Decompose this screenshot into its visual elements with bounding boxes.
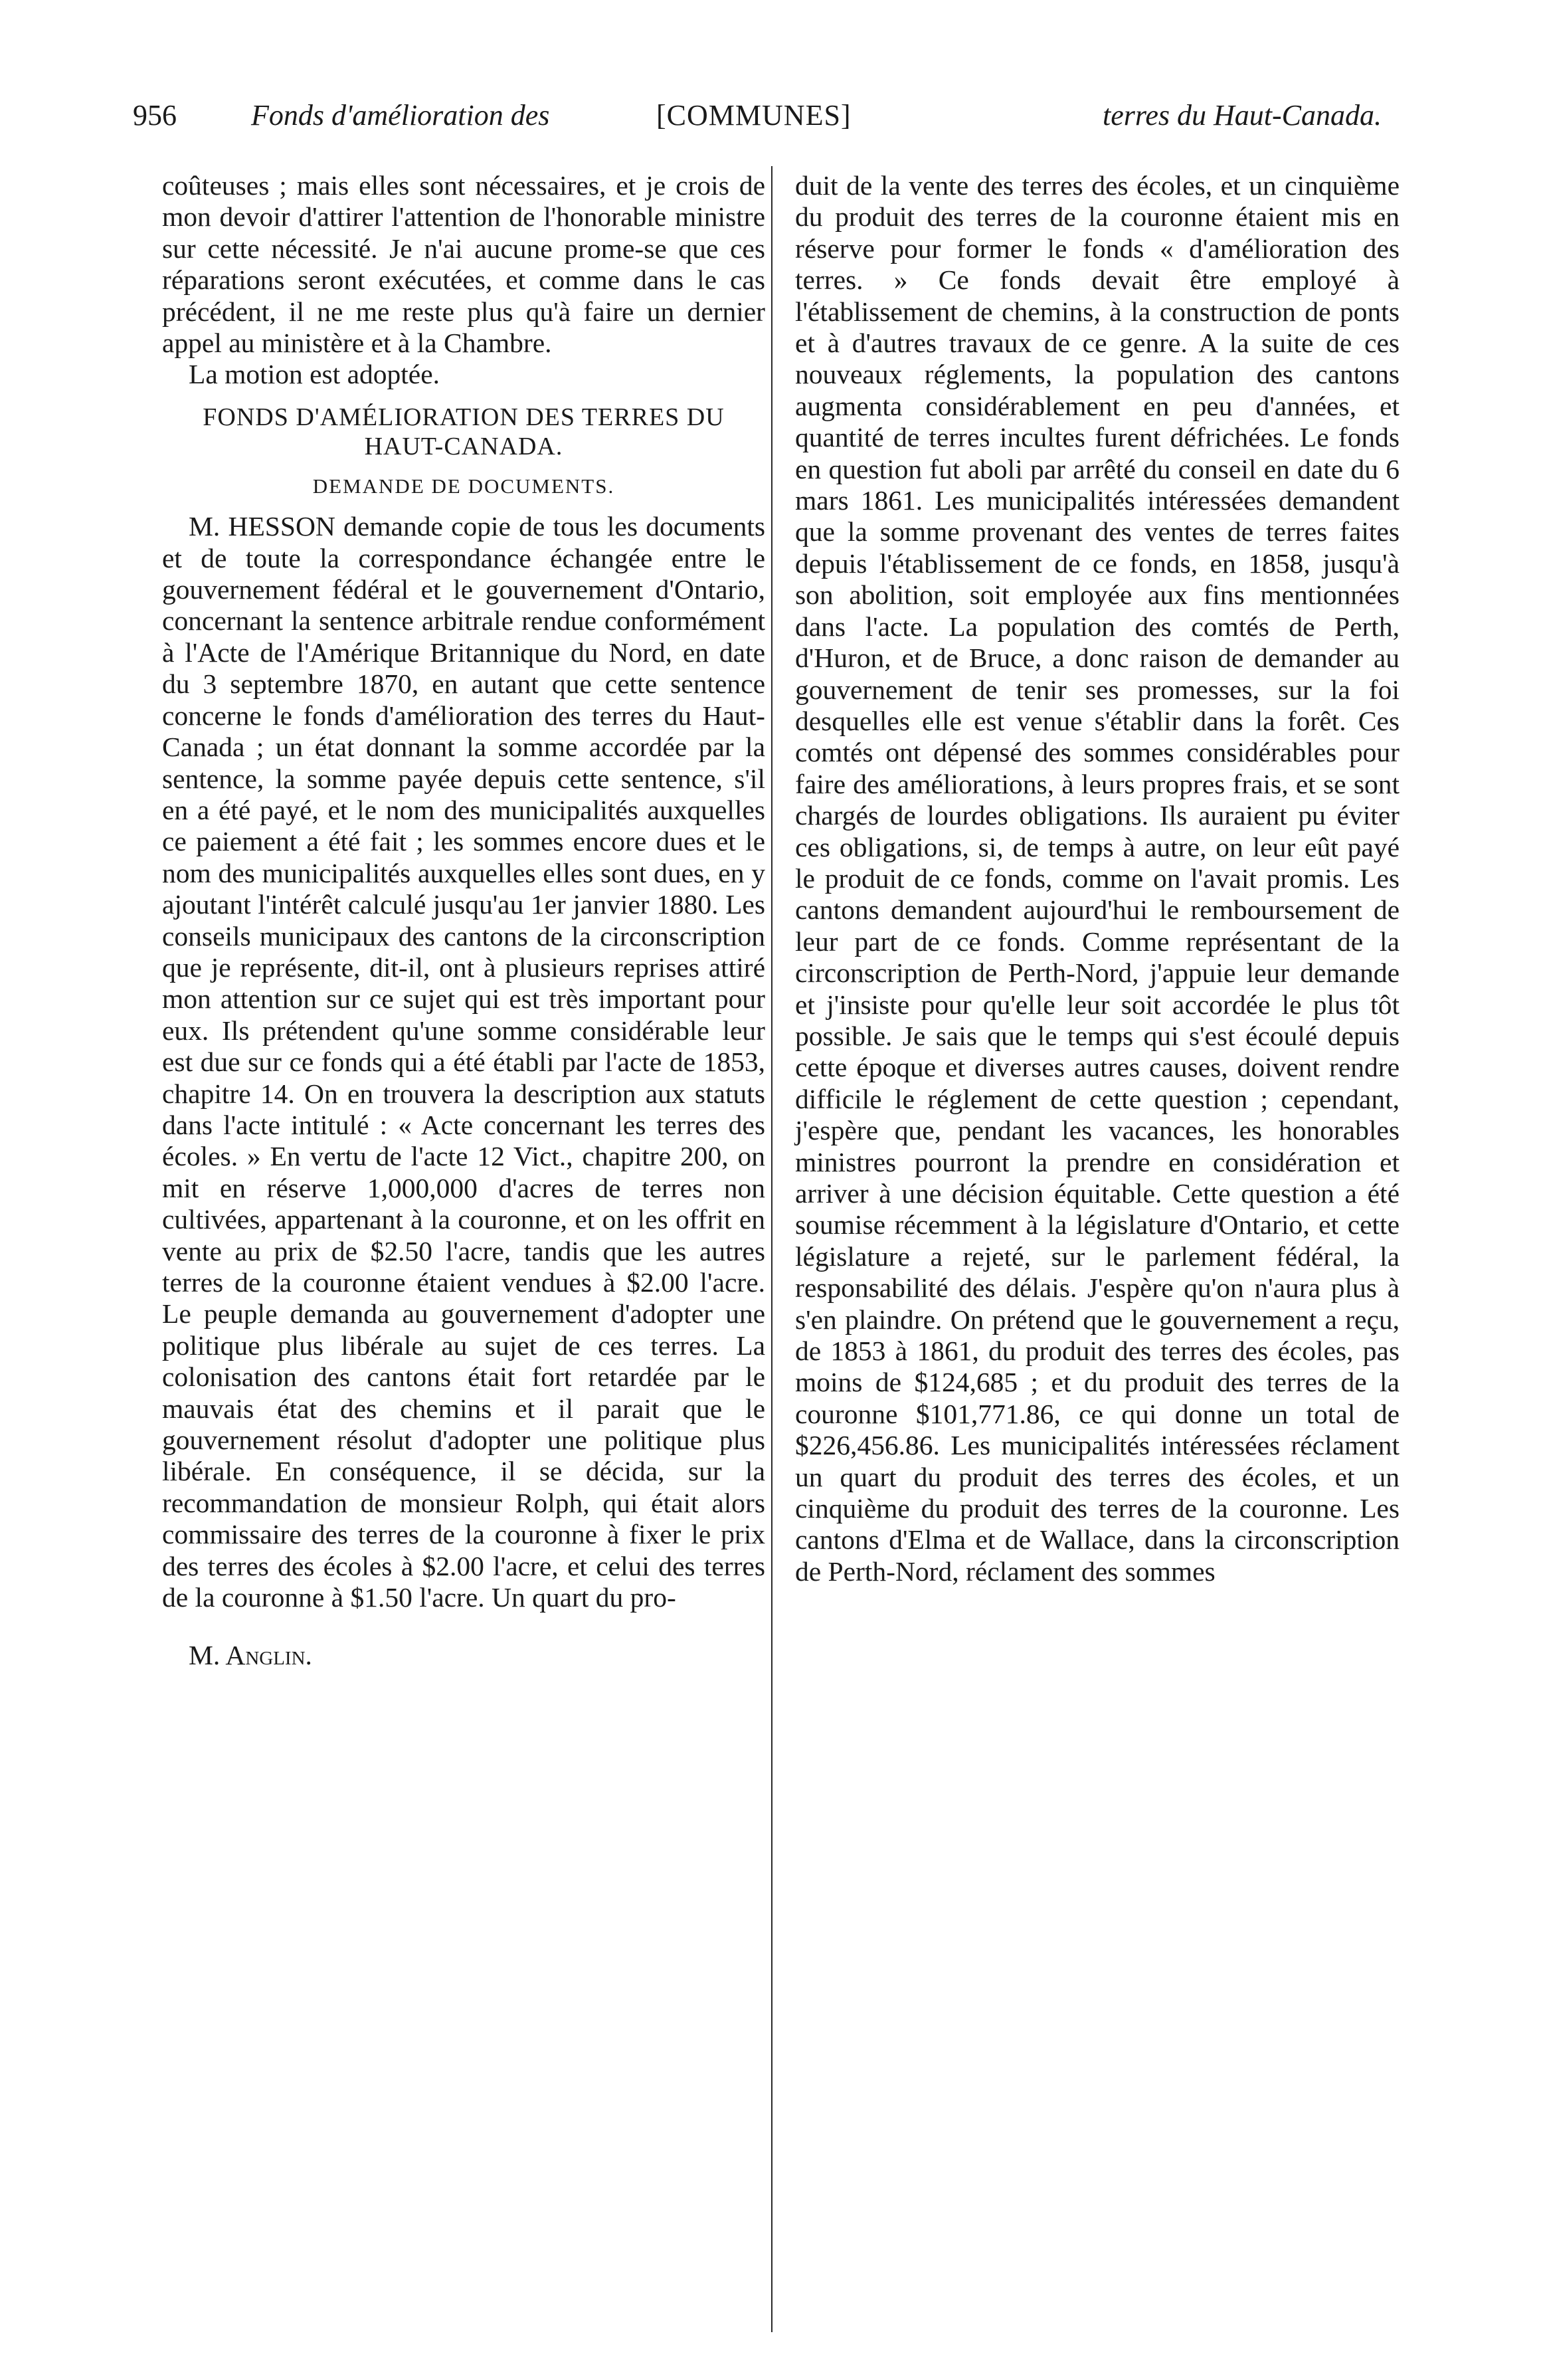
paragraph: La motion est adoptée. xyxy=(189,359,440,390)
section-subheading: DEMANDE DE DOCUMENTS. xyxy=(312,474,615,498)
right-column xyxy=(780,170,1400,1587)
section-label: [COMMUNES] xyxy=(656,99,852,132)
left-column xyxy=(162,170,765,1672)
speech-paragraph xyxy=(162,511,765,1613)
running-title-right: terres du Haut-Canada. xyxy=(1102,99,1382,132)
paragraph: coûteuses ; mais elles sont nécessaires, et je crois de mon devoir d'attirer l'attention de l'honorable ministre sur cette nécessité. Je n'ai aucune prome-se que ces réparations seront exécutées, et comme dans le cas précédent, il ne me reste plus qu'à faire un dernier appel au ministère et à la Chambre. xyxy=(162,170,765,359)
speaker-name: M. HESSON xyxy=(189,511,335,542)
section-heading: FONDS D'AMÉLIORATION DES TERRES DU HAUT-CANADA. xyxy=(203,403,725,460)
speaker-name: M. Anglin. xyxy=(189,1640,312,1671)
speech-text: demande copie de tous les documents et de toute la correspondance échangée entre le gouvernement fédéral et le gouvernement d'Ontario, concernant la sentence arbitrale rendue conformément à l'Acte de l'Amérique Britannique du Nord, en date du 3 septembre 1870, en autant que cette sentence concerne le fonds d'amélioration des terres du Haut-Canada ; un état donnant la somme accordée par la sentence, la somme payée depuis cette sentence, s'il en a été payé, et le nom des municipalités auxquelles ce paiement a été fait ; les sommes encore dues et le nom des municipalités auxquelles elles sont dues, en y ajoutant l'intérêt calculé jusqu'au 1er janvier 1880. Les conseils municipaux des cantons de la circonscription que je représente, dit-il, ont à plusieurs reprises attiré mon attention sur ce sujet qui est très important pour eux. Ils prétendent qu'une somme considérable leur est due sur ce fonds qui a été établi par l'acte de 1853, chapitre 14. On en trouvera la description aux statuts dans l'acte intitulé : « Acte concernant les terres des écoles. » En vertu de l'acte 12 Vict., chapitre 200, on mit en réserve 1,000,000 d'acres de terres non cultivées, appartenant à la couronne, et on les offrit en vente au prix de $2.50 l'acre, tandis que les autres terres de la couronne étaient vendues à $2.00 l'acre. Le peuple demanda au gouvernement d'adopter une politique plus libérale au sujet de ces terres. La colonisation des cantons était fort retardée par le mauvais état des chemins et il parait que le gouvernement résolut d'adopter une politique plus libérale. En conséquence, il se décida, sur la recommandation de monsieur Rolph, qui était alors commissaire des terres de la couronne à fixer le prix des terres des écoles à $2.00 l'acre, et celui des terres de la couronne à $1.50 l'acre. Un quart du pro- xyxy=(162,511,765,1613)
page-header xyxy=(133,98,1382,145)
page-number: 956 xyxy=(133,99,177,132)
paragraph: duit de la vente des terres des écoles, et un cinquième du produit des terres de la couronne étaient mis en réserve pour former le fonds « d'amélioration des terres. » Ce fonds devait être employé à l'établissement de chemins, à la construction de ponts et à d'autres travaux de ce genre. A la suite de ces nouveaux réglements, la population des cantons augmenta considérablement en peu d'années, et quantité de terres incultes furent défrichées. Le fonds en question fut aboli par arrêté du conseil en date du 6 mars 1861. Les municipalités intéressées demandent que la somme provenant des ventes de terres faites depuis l'établissement de ce fonds, en 1858, jusqu'à son abolition, soit employée aux fins mentionnées dans l'acte. La population des comtés de Perth, d'Huron, et de Bruce, a donc raison de demander au gouvernement de tenir ses promesses, sur la foi desquelles elle est venue s'établir dans la forêt. Ces comtés ont dépensé des sommes considérables pour faire des améliorations, à leurs propres frais, et se sont chargés de lourdes obligations. Ils auraient pu éviter ces obligations, si, de temps à autre, on leur eût payé le produit de ce fonds, comme on l'avait promis. Les cantons demandent aujourd'hui le remboursement de leur part de ce fonds. Comme représentant de la circonscription de Perth-Nord, j'appuie leur demande et j'insiste pour qu'elle leur soit accordée le plus tôt possible. Je sais que le temps qui s'est écoulé depuis cette époque et diverses autres causes, doivent rendre difficile le réglement de cette question ; cependant, j'espère que, pendant les vacances, les honorables ministres pourront la prendre en considération et arriver à une décision équitable. Cette question a été soumise récemment à la législature d'Ontario, et cette législature a rejeté, sur le parlement fédéral, la responsabilité des délais. J'espère qu'on n'aura plus à s'en plaindre. On prétend que le gouvernement a reçu, de 1853 à 1861, du produit des terres des écoles, pas moins de $124,685 ; et du produit des terres de la couronne $101,771.86, ce qui donne un total de $226,456.86. Les municipalités intéressées réclament un quart du produit des terres des écoles, et un cinquième du produit des terres de la couronne. Les cantons d'Elma et de Wallace, dans la circonscription de Perth-Nord, réclament des sommes xyxy=(795,170,1400,1587)
column-divider xyxy=(771,166,772,2332)
running-title-left: Fonds d'amélioration des xyxy=(251,99,550,132)
